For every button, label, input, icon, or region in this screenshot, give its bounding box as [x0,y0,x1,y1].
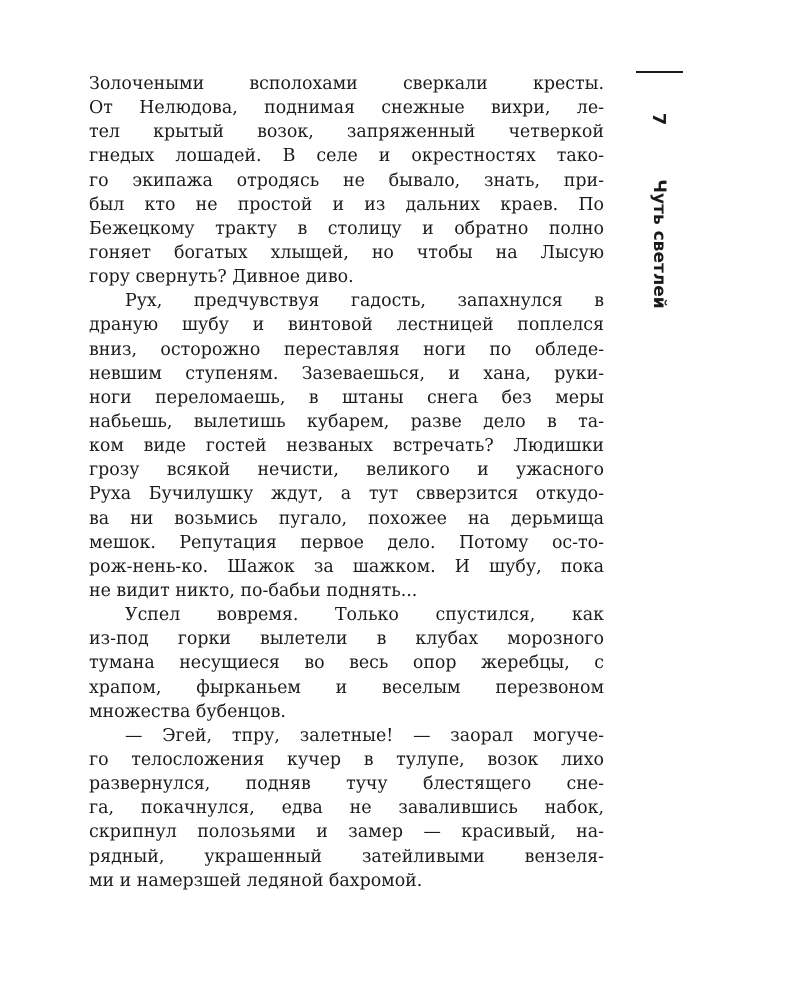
text-line: От Нелюдова, поднимая снежные вихри, ле- [89,98,604,119]
text-line: Руха Бучилушку ждут, а тут свверзится откудо- [89,484,604,505]
text-line: Успел вовремя. Только спустился, как [125,605,604,626]
text-line: не видит никто, по-бабьи поднять... [89,580,418,601]
text-line: ми и намерзшей ледяной бахромой. [89,870,423,891]
text-line: гоняет богатых хлыщей, но чтобы на Лысую [89,242,604,263]
text-line: гнедых лошадей. В селе и окрестностях тако- [89,146,604,167]
text-line: го телосложения кучер в тулупе, возок лихо [89,749,604,770]
text-line: развернулся, подняв тучу блестящего сне- [89,774,604,795]
text-line: рядный, украшенный затейливыми вензеля- [89,846,604,867]
text-line: Рух, предчувствуя гадость, запахнулся в [125,291,604,312]
text-line: тел крытый возок, запряженный четверкой [89,122,604,143]
text-line: множества бубенцов. [89,701,286,722]
text-line: гору свернуть? Дивное диво. [89,267,354,288]
text-line: ком виде гостей незваных встречать? Людишки [89,436,604,457]
text-line: га, покачнулся, едва не завалившись набок, [89,798,604,819]
running-head-rule [636,71,683,73]
text-line: Бежецкому тракту в столицу и обратно полно [89,218,604,239]
text-line: скрипнул полозьями и замер — красивый, на- [89,822,604,843]
text-line: ва ни возьмись пугало, похожее на дерьмища [89,508,604,529]
body-text [89,72,604,893]
text-line: рож-нень-ко. Шажок за шажком. И шубу, пока [89,556,604,577]
running-head-title: Чуть светлей [649,179,669,309]
text-line: тумана несущиеся во весь опор жеребцы, с [89,653,604,674]
text-line: набьешь, вылетишь кубарем, разве дело в та- [89,411,604,432]
text-line: го экипажа отродясь не бывало, знать, при- [89,170,604,191]
text-line: вниз, осторожно переставляя ноги по обледе- [89,339,604,360]
text-line: из-под горки вылетели в клубах морозного [89,629,604,650]
text-line: грозу всякой нечисти, великого и ужасного [89,460,604,481]
text-line: ноги переломаешь, в штаны снега без меры [89,387,604,408]
text-line: невшим ступеням. Зазеваешься, и хана, руки- [89,363,604,384]
text-line: храпом, фырканьем и веселым перезвоном [89,677,604,698]
text-line: был кто не простой и из дальних краев. По [89,194,604,215]
text-line: — Эгей, тпру, залетные! — заорал могуче- [125,725,604,746]
text-line: Золочеными всполохами сверкали кресты. [89,74,604,94]
page-number: 7 [648,112,670,126]
text-line: мешок. Репутация первое дело. Потому ос-то- [89,532,604,553]
text-line: драную шубу и винтовой лестницей поплелся [89,315,604,336]
